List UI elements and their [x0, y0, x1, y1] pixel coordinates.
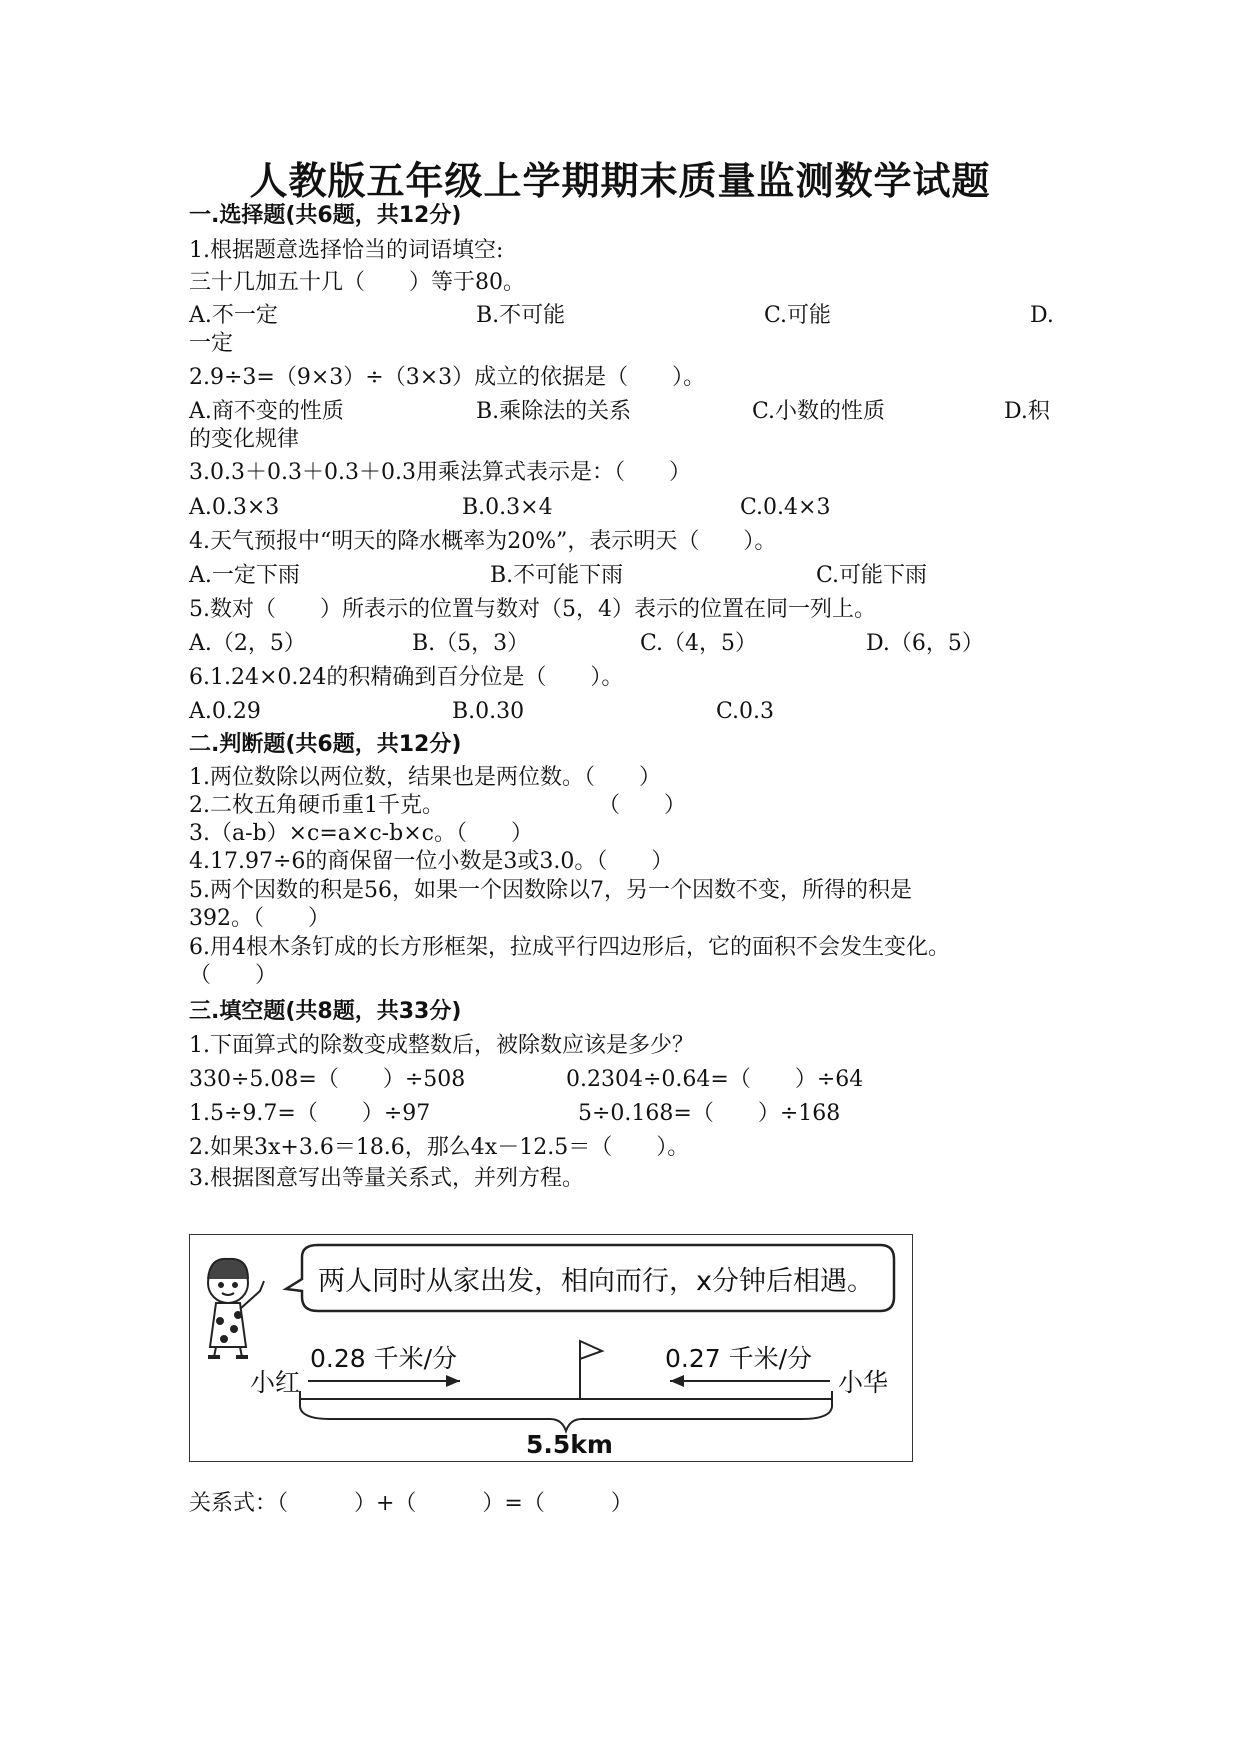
right-name-label: 小华	[838, 1368, 889, 1397]
s2-item-4: 4.17.97÷6的商保留一位小数是3或3.0。（ ）	[189, 849, 674, 874]
s1-q2-option-c: C.小数的性质	[752, 399, 886, 424]
meeting-diagram	[190, 1235, 914, 1463]
s1-q6: 6.1.24×0.24的积精确到百分位是（ ）。	[189, 665, 624, 690]
s1-q6-option-a: A.0.29	[189, 699, 261, 724]
s2-item-3: 3.（a-b）×c=a×c-b×c。（ ）	[189, 821, 533, 846]
s1-q4-option-b: B.不可能下雨	[490, 563, 624, 588]
s2-item-5: 5.两个因数的积是56，如果一个因数除以7，另一个因数不变，所得的积是	[189, 878, 912, 903]
s1-q4-option-a: A.一定下雨	[189, 563, 300, 588]
s1-q2-option-wrap: 的变化规律	[189, 427, 300, 452]
s1-q1-option-d: D.	[1030, 303, 1054, 328]
s1-q2-option-d: D.积	[1004, 399, 1050, 424]
left-name-label: 小红	[250, 1368, 301, 1397]
s2-item-2: 2.二枚五角硬币重1千克。 （ ）	[189, 793, 686, 818]
girl-illustration-icon	[208, 1259, 264, 1357]
s3-q1: 1.下面算式的除数变成整数后，被除数应该是多少？	[189, 1033, 694, 1058]
s3-q1-eq-1: 330÷5.08=（ ）÷508	[189, 1067, 466, 1092]
s2-item-6: 6.用4根木条钉成的长方形框架，拉成平行四边形后，它的面积不会发生变化。	[189, 935, 950, 960]
s1-q5-option-a: A.（2，5）	[189, 631, 306, 656]
s1-q2-option-b: B.乘除法的关系	[476, 399, 632, 424]
s1-q3: 3.0.3＋0.3＋0.3＋0.3用乘法算式表示是：（ ）	[189, 460, 691, 485]
s1-q4-option-c: C.可能下雨	[816, 563, 928, 588]
s1-q5-option-b: B.（5，3）	[412, 631, 530, 656]
s1-q5-option-d: D.（6，5）	[866, 631, 984, 656]
s1-q6-option-b: B.0.30	[452, 699, 525, 724]
left-speed-label: 0.28 千米/分	[310, 1344, 458, 1373]
s1-q1-line1: 1.根据题意选择恰当的词语填空:	[189, 238, 504, 263]
s2-item-5-wrap: 392。（ ）	[189, 906, 330, 931]
right-speed-label: 0.27 千米/分	[665, 1344, 813, 1373]
s3-q1-eq-2: 0.2304÷0.64=（ ）÷64	[566, 1067, 864, 1092]
s2-item-6-wrap: （ ）	[189, 963, 278, 988]
s1-q1-option-wrap: 一定	[189, 331, 234, 356]
s1-q1-option-c: C.可能	[764, 303, 832, 328]
s3-q3: 3.根据图意写出等量关系式，并列方程。	[189, 1166, 584, 1191]
page-title: 人教版五年级上学期期末质量监测数学试题	[249, 158, 991, 203]
s1-q1-option-a: A.不一定	[189, 303, 278, 328]
distance-label: 5.5km	[526, 1430, 613, 1459]
s2-item-1: 1.两位数除以两位数，结果也是两位数。（ ）	[189, 765, 661, 790]
section1-heading: 一.选择题(共6题，共12分)	[189, 203, 462, 228]
s3-q1-eq-3: 1.5÷9.7=（ ）÷97	[189, 1101, 431, 1126]
s1-q2: 2.9÷3=（9×3）÷（3×3）成立的依据是（ ）。	[189, 365, 706, 390]
s1-q1-option-b: B.不可能	[476, 303, 566, 328]
section3-heading: 三.填空题(共8题，共33分)	[189, 999, 462, 1024]
distance-brace	[300, 1407, 832, 1431]
s1-q5: 5.数对（ ）所表示的位置与数对（5，4）表示的位置在同一列上。	[189, 597, 876, 622]
s3-q2: 2.如果3x+3.6＝18.6，那么4x－12.5＝（ ）。	[189, 1135, 690, 1160]
s1-q3-option-a: A.0.3×3	[189, 495, 280, 520]
s1-q2-option-a: A.商不变的性质	[189, 399, 344, 424]
s1-q4: 4.天气预报中“明天的降水概率为20%”，表示明天（ ）。	[189, 529, 777, 554]
s1-q1-line2: 三十几加五十几（ ）等于80。	[189, 270, 525, 295]
s1-q3-option-c: C.0.4×3	[740, 495, 831, 520]
speech-text: 两人同时从家出发，相向而行，x分钟后相遇。	[318, 1266, 874, 1297]
meeting-problem-figure	[189, 1234, 913, 1462]
s3-q1-eq-4: 5÷0.168=（ ）÷168	[578, 1101, 841, 1126]
s1-q3-option-b: B.0.3×4	[462, 495, 553, 520]
section2-heading: 二.判断题(共6题，共12分)	[189, 732, 462, 757]
relation-line: 关系式：（ ）+（ ）=（ ）	[189, 1491, 633, 1516]
s1-q6-option-c: C.0.3	[716, 699, 775, 724]
meeting-flag-icon	[580, 1341, 602, 1399]
s1-q5-option-c: C.（4，5）	[640, 631, 758, 656]
